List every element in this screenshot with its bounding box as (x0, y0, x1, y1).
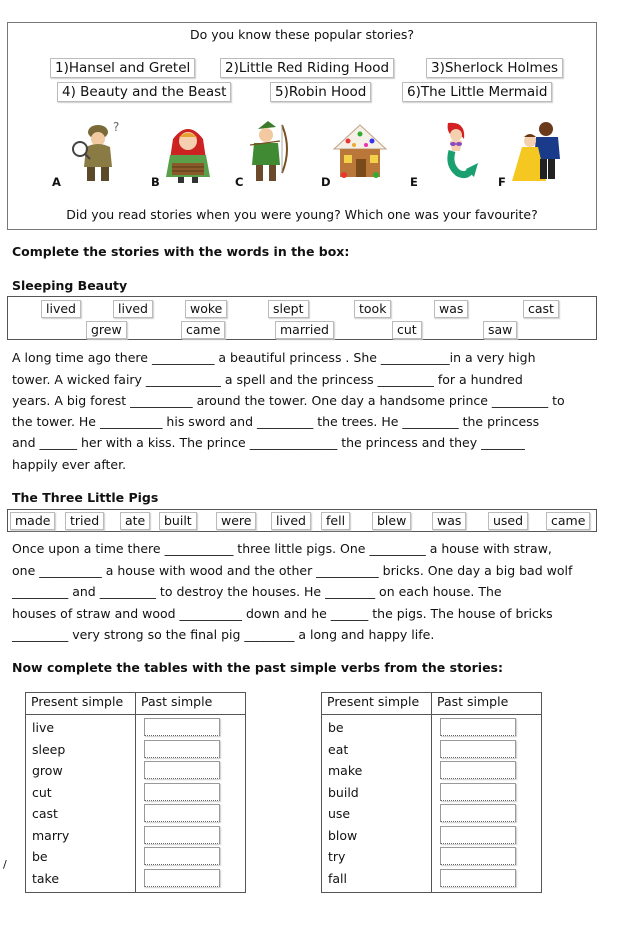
word-box-item: blew (372, 512, 411, 530)
present-verb: take (32, 870, 60, 886)
word-box-item: cast (523, 300, 559, 318)
word-box-item: made (10, 512, 55, 530)
word-box-item: woke (185, 300, 227, 318)
story-hansel-gretel: 1)Hansel and Gretel (50, 58, 195, 78)
present-verb: blow (328, 827, 358, 843)
three-pigs-word-box (7, 509, 597, 532)
word-box-item: used (488, 512, 528, 530)
picture-letter-a: A (52, 175, 61, 189)
present-verb: make (328, 763, 363, 778)
word-box-item: lived (113, 300, 153, 318)
stray-mark: / (3, 858, 7, 871)
picture-letter-d: D (321, 175, 331, 189)
sherlock-holmes-image (68, 119, 128, 185)
tables-instruction: Now complete the tables with the past simple verbs from the stories: (12, 660, 503, 675)
story-line: A long time ago there __________ a beautiful princess . She ___________in a very high (12, 350, 536, 365)
past-verbs-column (136, 715, 246, 893)
story-line: tower. A wicked fairy ____________ a spell and the princess _________ for a hundred (12, 372, 523, 387)
word-box-item: came (546, 512, 590, 530)
svg-text:?: ? (113, 120, 120, 134)
sleeping-beauty-title: Sleeping Beauty (12, 278, 128, 293)
picture-letter-e: E (410, 175, 418, 189)
present-verb: use (328, 806, 351, 821)
past-answer-box[interactable] (144, 783, 220, 801)
present-verb: try (328, 849, 346, 864)
past-answer-box[interactable] (144, 826, 220, 844)
story-beauty-beast: 4) Beauty and the Beast (57, 82, 231, 102)
column-header-past: Past simple (136, 693, 246, 715)
past-answer-box[interactable] (144, 761, 220, 779)
picture-letter-b: B (151, 175, 160, 189)
column-header-present: Present simple (26, 693, 136, 715)
story-line: _________ very strong so the final pig ________ a long and happy life. (12, 627, 435, 642)
past-answer-box[interactable] (440, 761, 516, 779)
sleeping-beauty-word-box (7, 296, 597, 340)
word-box-item: saw (483, 321, 517, 339)
past-answer-box[interactable] (440, 804, 516, 822)
word-box-item: lived (271, 512, 311, 530)
present-verb: fall (328, 870, 348, 886)
past-answer-box[interactable] (440, 718, 516, 736)
beauty-and-beast-image (508, 119, 568, 185)
present-verbs-column (322, 715, 432, 893)
word-box-item: was (432, 512, 466, 530)
story-line: Once upon a time there ___________ three little pigs. One _________ a house with straw, (12, 541, 552, 556)
word-box-item: were (216, 512, 256, 530)
verb-table-right (321, 692, 542, 893)
present-verb: sleep (32, 741, 66, 757)
story-line: houses of straw and wood __________ down and he ______ the pigs. The house of bricks (12, 606, 553, 621)
past-answer-box[interactable] (144, 869, 220, 887)
past-answer-box[interactable] (144, 740, 220, 758)
past-answer-box[interactable] (440, 826, 516, 844)
story-line: years. A big forest __________ around the tower. One day a handsome prince _________ to (12, 393, 565, 408)
story-line: one __________ a house with wood and the other __________ bricks. One day a big bad wolf (12, 563, 573, 578)
present-verb: build (328, 784, 359, 800)
past-verbs-column (432, 715, 542, 893)
popular-stories-question: Do you know these popular stories? (189, 27, 415, 42)
word-box-item: slept (268, 300, 309, 318)
present-verb: grow (32, 763, 63, 778)
present-verb: marry (32, 827, 70, 843)
past-answer-box[interactable] (144, 718, 220, 736)
present-verb: be (32, 849, 48, 864)
story-sherlock-holmes: 3)Sherlock Holmes (426, 58, 563, 78)
word-box-item: tried (65, 512, 104, 530)
word-box-item: took (354, 300, 391, 318)
past-answer-box[interactable] (440, 869, 516, 887)
past-answer-box[interactable] (144, 804, 220, 822)
complete-stories-instruction: Complete the stories with the words in the box: (12, 244, 350, 259)
past-answer-box[interactable] (440, 783, 516, 801)
present-verb: cut (32, 784, 52, 800)
past-answer-box[interactable] (440, 847, 516, 865)
three-little-pigs-title: The Three Little Pigs (12, 490, 159, 505)
present-verbs-column (26, 715, 136, 893)
story-red-riding-hood: 2)Little Red Riding Hood (220, 58, 394, 78)
little-mermaid-image (426, 119, 486, 185)
story-little-mermaid: 6)The Little Mermaid (402, 82, 552, 102)
story-line: happily ever after. (12, 457, 127, 472)
story-robin-hood: 5)Robin Hood (270, 82, 371, 102)
present-verb: eat (328, 741, 349, 757)
robin-hood-image (236, 119, 296, 185)
column-header-past: Past simple (432, 693, 542, 715)
favourite-story-question: Did you read stories when you were young? Which one was your favourite? (66, 207, 538, 222)
past-answer-box[interactable] (144, 847, 220, 865)
column-header-present: Present simple (322, 693, 432, 715)
word-box-item: was (434, 300, 468, 318)
popular-stories-box (7, 22, 597, 230)
red-riding-hood-image (158, 119, 218, 185)
word-box-item: fell (321, 512, 350, 530)
story-line: _________ and _________ to destroy the houses. He ________ on each house. The (12, 584, 502, 599)
word-box-item: cut (392, 321, 422, 339)
picture-letter-f: F (498, 175, 506, 189)
verb-table-left (25, 692, 246, 893)
story-line: the tower. He __________ his sword and _________ the trees. He _________ the princess (12, 414, 540, 429)
story-line: and ______ her with a kiss. The prince ______________ the princess and they _______ (12, 435, 525, 450)
present-verb: be (328, 720, 344, 735)
word-box-item: lived (41, 300, 81, 318)
word-box-item: ate (120, 512, 150, 530)
past-answer-box[interactable] (440, 740, 516, 758)
picture-letter-c: C (235, 175, 244, 189)
present-verb: cast (32, 806, 58, 821)
word-box-item: married (275, 321, 334, 339)
word-box-item: grew (86, 321, 127, 339)
gingerbread-house-image (330, 119, 390, 185)
word-box-item: came (181, 321, 225, 339)
present-verb: live (32, 720, 55, 735)
word-box-item: built (159, 512, 197, 530)
